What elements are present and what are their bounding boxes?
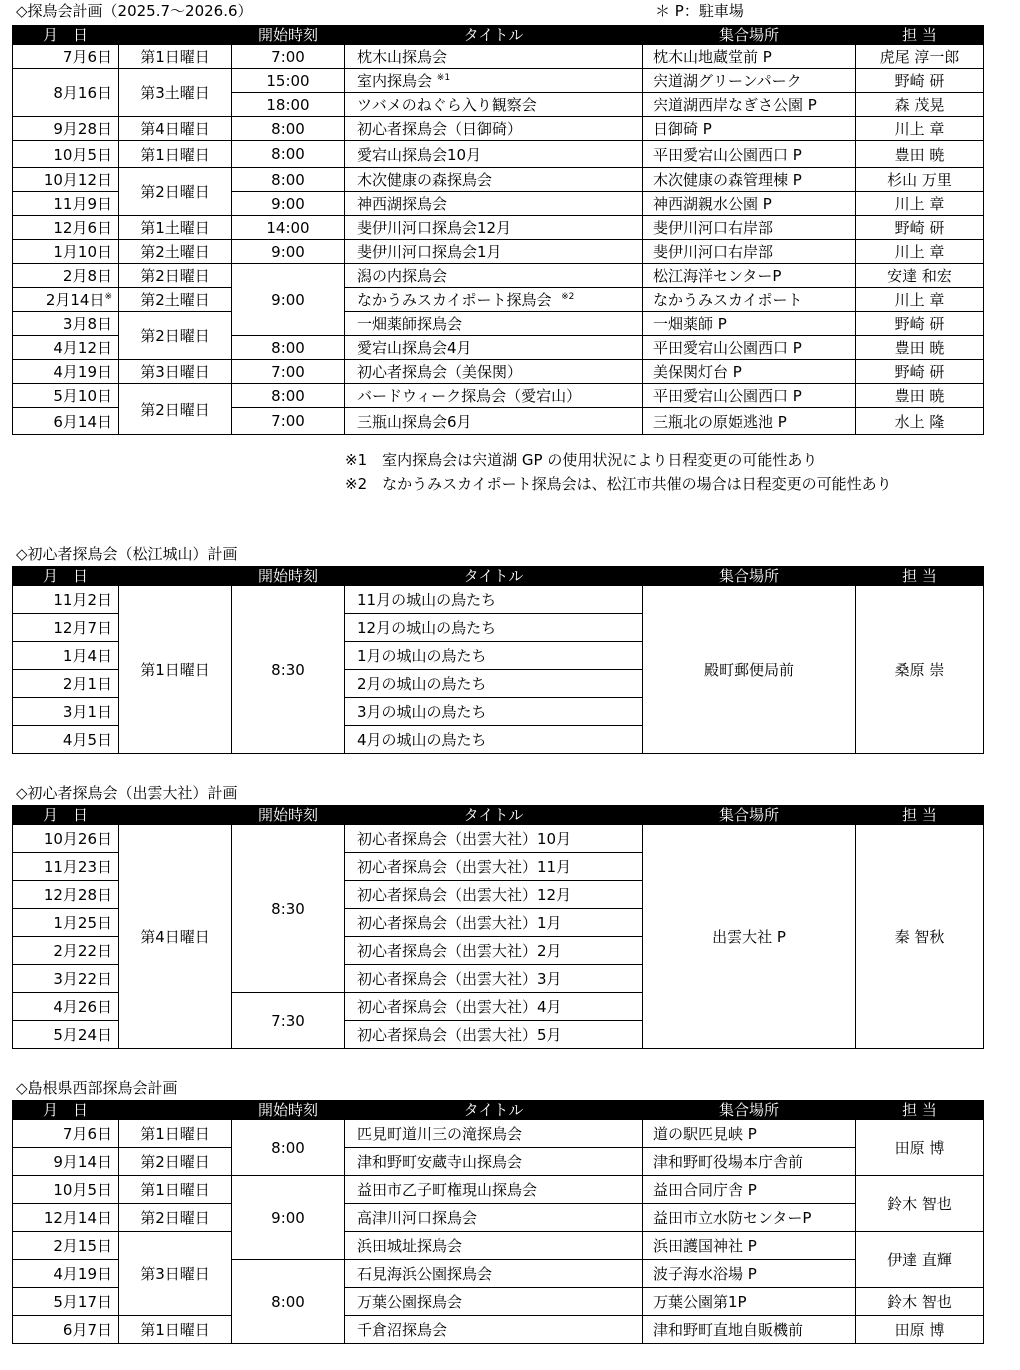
time-cell: 7:30 bbox=[232, 993, 345, 1049]
title-cell: 石見海浜公園探鳥会 bbox=[345, 1260, 643, 1288]
leader-cell: 虎尾 淳一郎 bbox=[856, 45, 984, 69]
table-row bbox=[13, 1316, 984, 1344]
leader-cell: 野崎 研 bbox=[856, 69, 984, 93]
weekday-cell: 第2日曜日 bbox=[119, 1148, 232, 1176]
title-cell: 1月の城山の鳥たち bbox=[345, 642, 643, 670]
leader-cell: 水上 隆 bbox=[856, 408, 984, 435]
title-cell: 初心者探鳥会（出雲大社）12月 bbox=[345, 881, 643, 909]
leader-cell: 川上 章 bbox=[856, 192, 984, 216]
table-header bbox=[13, 806, 984, 825]
parking-note: ＊ P：駐車場 bbox=[655, 2, 744, 20]
place-cell: 益田合同庁舎 P bbox=[643, 1176, 856, 1204]
place-cell: 平田愛宕山公園西口 P bbox=[643, 141, 856, 168]
time-cell: 15:00 bbox=[232, 69, 345, 93]
table-row bbox=[13, 264, 984, 288]
date-cell: 6月7日 bbox=[13, 1316, 119, 1344]
title-cell: 斐伊川河口探鳥会1月 bbox=[345, 240, 643, 264]
header-place: 集合場所 bbox=[643, 806, 856, 825]
leader-cell: 豊田 暁 bbox=[856, 384, 984, 408]
date-cell: 4月5日 bbox=[13, 726, 119, 754]
header-title: タイトル bbox=[345, 26, 643, 45]
table-row bbox=[13, 117, 984, 141]
leader-cell: 豊田 暁 bbox=[856, 336, 984, 360]
west-schedule-table bbox=[12, 1100, 984, 1344]
title-cell: 万葉公園探鳥会 bbox=[345, 1288, 643, 1316]
table-row bbox=[13, 216, 984, 240]
header-start-time: 開始時刻 bbox=[232, 567, 345, 586]
date-cell: 4月19日 bbox=[13, 1260, 119, 1288]
place-cell: 一畑薬師 P bbox=[643, 312, 856, 336]
weekday-cell: 第1土曜日 bbox=[119, 216, 232, 240]
date-cell bbox=[13, 288, 119, 312]
section-title-west: ◇島根県西部探鳥会計画 bbox=[16, 1079, 178, 1097]
title-cell: 12月の城山の鳥たち bbox=[345, 614, 643, 642]
title-cell: 11月の城山の鳥たち bbox=[345, 586, 643, 614]
weekday-cell: 第1日曜日 bbox=[119, 45, 232, 69]
izumo-schedule-table bbox=[12, 805, 984, 1049]
weekday-cell: 第2日曜日 bbox=[119, 1204, 232, 1232]
header-weekday bbox=[119, 26, 232, 45]
date-cell: 6月14日 bbox=[13, 408, 119, 435]
table-row bbox=[13, 825, 984, 853]
weekday-cell: 第3日曜日 bbox=[119, 360, 232, 384]
place-cell: 殿町郵便局前 bbox=[643, 586, 856, 754]
footnote-2: ※2 なかうみスカイポート探鳥会は、松江市共催の場合は日程変更の可能性あり bbox=[345, 475, 892, 493]
weekday-cell: 第2土曜日 bbox=[119, 240, 232, 264]
place-cell: 浜田護国神社 P bbox=[643, 1232, 856, 1260]
weekday-cell: 第1日曜日 bbox=[119, 1316, 232, 1344]
date-cell: 11月9日 bbox=[13, 192, 119, 216]
title-cell: 枕木山探鳥会 bbox=[345, 45, 643, 69]
leader-cell: 川上 章 bbox=[856, 117, 984, 141]
time-cell: 8:30 bbox=[232, 586, 345, 754]
title-cell: 一畑薬師探鳥会 bbox=[345, 312, 643, 336]
table-row bbox=[13, 1232, 984, 1260]
title-cell: 津和野町安蔵寺山探鳥会 bbox=[345, 1148, 643, 1176]
header-place: 集合場所 bbox=[643, 1101, 856, 1120]
title-cell: 愛宕山探鳥会10月 bbox=[345, 141, 643, 168]
title-cell: 3月の城山の鳥たち bbox=[345, 698, 643, 726]
date-cell: 2月1日 bbox=[13, 670, 119, 698]
date-cell: 2月8日 bbox=[13, 264, 119, 288]
header-leader: 担 当 bbox=[856, 26, 984, 45]
time-cell: 18:00 bbox=[232, 93, 345, 117]
time-cell: 7:00 bbox=[232, 360, 345, 384]
title-cell: 益田市乙子町権現山探鳥会 bbox=[345, 1176, 643, 1204]
header-title: タイトル bbox=[345, 567, 643, 586]
date-cell: 12月7日 bbox=[13, 614, 119, 642]
place-cell: 平田愛宕山公園西口 P bbox=[643, 384, 856, 408]
footnote-mark: ※2 bbox=[561, 292, 575, 302]
time-cell: 8:30 bbox=[232, 825, 345, 993]
table-row bbox=[13, 1120, 984, 1148]
time-cell: 9:00 bbox=[232, 240, 345, 264]
title-cell: 匹見町道川三の滝探鳥会 bbox=[345, 1120, 643, 1148]
header-date: 月 日 bbox=[13, 567, 119, 586]
section-title-izumo: ◇初心者探鳥会（出雲大社）計画 bbox=[16, 784, 238, 802]
title-cell: 2月の城山の鳥たち bbox=[345, 670, 643, 698]
header-leader: 担 当 bbox=[856, 806, 984, 825]
header-title: タイトル bbox=[345, 1101, 643, 1120]
date-cell: 3月22日 bbox=[13, 965, 119, 993]
header-leader: 担 当 bbox=[856, 1101, 984, 1120]
leader-cell: 川上 章 bbox=[856, 288, 984, 312]
date-cell: 7月6日 bbox=[13, 45, 119, 69]
table-row bbox=[13, 45, 984, 69]
date-cell: 4月19日 bbox=[13, 360, 119, 384]
date-cell: 4月26日 bbox=[13, 993, 119, 1021]
date-cell: 4月12日 bbox=[13, 336, 119, 360]
leader-cell: 豊田 暁 bbox=[856, 141, 984, 168]
date-cell: 1月10日 bbox=[13, 240, 119, 264]
weekday-cell: 第2日曜日 bbox=[119, 312, 232, 360]
place-cell: なかうみスカイポート bbox=[643, 288, 856, 312]
date-cell: 12月28日 bbox=[13, 881, 119, 909]
place-cell: 出雲大社 P bbox=[643, 825, 856, 1049]
leader-cell: 田原 博 bbox=[856, 1120, 984, 1176]
place-cell: 津和野町役場本庁舎前 bbox=[643, 1148, 856, 1176]
title-cell: 初心者探鳥会（日御碕） bbox=[345, 117, 643, 141]
date-text: 2月14日 bbox=[45, 291, 105, 309]
place-cell: 三瓶北の原姫逃池 P bbox=[643, 408, 856, 435]
header-title: タイトル bbox=[345, 806, 643, 825]
title-cell: 4月の城山の鳥たち bbox=[345, 726, 643, 754]
date-cell: 10月5日 bbox=[13, 1176, 119, 1204]
title-cell: 木次健康の森探鳥会 bbox=[345, 168, 643, 192]
date-cell: 2月15日 bbox=[13, 1232, 119, 1260]
date-cell: 1月25日 bbox=[13, 909, 119, 937]
table-row bbox=[13, 240, 984, 264]
place-cell: 斐伊川河口右岸部 bbox=[643, 240, 856, 264]
weekday-cell: 第4日曜日 bbox=[119, 825, 232, 1049]
date-cell: 2月22日 bbox=[13, 937, 119, 965]
place-cell: 神西湖親水公園 P bbox=[643, 192, 856, 216]
header-start-time: 開始時刻 bbox=[232, 806, 345, 825]
date-cell: 3月1日 bbox=[13, 698, 119, 726]
time-cell: 8:00 bbox=[232, 1120, 345, 1176]
title-cell: 初心者探鳥会（出雲大社）10月 bbox=[345, 825, 643, 853]
place-cell: 平田愛宕山公園西口 P bbox=[643, 336, 856, 360]
date-cell: 11月23日 bbox=[13, 853, 119, 881]
title-cell: 初心者探鳥会（出雲大社）1月 bbox=[345, 909, 643, 937]
weekday-cell: 第1日曜日 bbox=[119, 586, 232, 754]
date-cell: 1月4日 bbox=[13, 642, 119, 670]
title-cell: 初心者探鳥会（出雲大社）5月 bbox=[345, 1021, 643, 1049]
table-row bbox=[13, 384, 984, 408]
place-cell: 斐伊川河口右岸部 bbox=[643, 216, 856, 240]
leader-cell: 野崎 研 bbox=[856, 312, 984, 336]
leader-cell: 野崎 研 bbox=[856, 216, 984, 240]
table-row bbox=[13, 312, 984, 336]
header-date: 月 日 bbox=[13, 26, 119, 45]
date-cell: 10月26日 bbox=[13, 825, 119, 853]
header-start-time: 開始時刻 bbox=[232, 26, 345, 45]
title-cell: 神西湖探鳥会 bbox=[345, 192, 643, 216]
title-cell: 初心者探鳥会（出雲大社）3月 bbox=[345, 965, 643, 993]
date-cell: 5月10日 bbox=[13, 384, 119, 408]
header-date: 月 日 bbox=[13, 1101, 119, 1120]
weekday-cell: 第4日曜日 bbox=[119, 117, 232, 141]
place-cell: 日御碕 P bbox=[643, 117, 856, 141]
date-cell: 12月14日 bbox=[13, 1204, 119, 1232]
leader-cell: 伊達 直輝 bbox=[856, 1232, 984, 1288]
main-schedule-table bbox=[12, 25, 984, 435]
time-cell: 9:00 bbox=[232, 192, 345, 216]
leader-cell: 桑原 崇 bbox=[856, 586, 984, 754]
place-cell: 万葉公園第1P bbox=[643, 1288, 856, 1316]
weekday-cell: 第1日曜日 bbox=[119, 141, 232, 168]
place-cell: 道の駅匹見峡 P bbox=[643, 1120, 856, 1148]
weekday-cell: 第2日曜日 bbox=[119, 264, 232, 288]
weekday-cell: 第2日曜日 bbox=[119, 384, 232, 435]
title-cell bbox=[345, 288, 643, 312]
time-cell: 7:00 bbox=[232, 45, 345, 69]
header-leader: 担 当 bbox=[856, 567, 984, 586]
leader-cell: 田原 博 bbox=[856, 1316, 984, 1344]
table-row bbox=[13, 141, 984, 168]
header-place: 集合場所 bbox=[643, 567, 856, 586]
date-mark: ※ bbox=[104, 292, 112, 302]
matsue-schedule-table bbox=[12, 566, 984, 754]
time-cell: 9:00 bbox=[232, 264, 345, 336]
place-cell: 木次健康の森管理棟 P bbox=[643, 168, 856, 192]
time-cell: 8:00 bbox=[232, 336, 345, 360]
date-cell: 9月28日 bbox=[13, 117, 119, 141]
section-title-main: ◇探鳥会計画（2025.7～2026.6） bbox=[16, 2, 253, 20]
table-row bbox=[13, 1204, 984, 1232]
leader-cell: 安達 和宏 bbox=[856, 264, 984, 288]
title-cell bbox=[345, 69, 643, 93]
table-row bbox=[13, 288, 984, 312]
place-cell: 益田市立水防センターP bbox=[643, 1204, 856, 1232]
table-row bbox=[13, 168, 984, 192]
title-cell: ツバメのねぐら入り観察会 bbox=[345, 93, 643, 117]
time-cell: 8:00 bbox=[232, 1260, 345, 1344]
title-cell: 三瓶山探鳥会6月 bbox=[345, 408, 643, 435]
table-row bbox=[13, 1176, 984, 1204]
date-cell: 12月6日 bbox=[13, 216, 119, 240]
title-cell: 斐伊川河口探鳥会12月 bbox=[345, 216, 643, 240]
leader-cell: 秦 智秋 bbox=[856, 825, 984, 1049]
date-cell: 10月12日 bbox=[13, 168, 119, 192]
date-cell: 7月6日 bbox=[13, 1120, 119, 1148]
title-cell: バードウィーク探鳥会（愛宕山） bbox=[345, 384, 643, 408]
table-row bbox=[13, 360, 984, 384]
date-cell: 5月24日 bbox=[13, 1021, 119, 1049]
place-cell: 宍道湖グリーンパーク bbox=[643, 69, 856, 93]
table-row bbox=[13, 586, 984, 614]
place-cell: 宍道湖西岸なぎさ公園 P bbox=[643, 93, 856, 117]
table-header bbox=[13, 1101, 984, 1120]
place-cell: 美保関灯台 P bbox=[643, 360, 856, 384]
weekday-cell: 第3日曜日 bbox=[119, 1232, 232, 1316]
title-text: 室内探鳥会 bbox=[357, 72, 433, 90]
time-cell: 8:00 bbox=[232, 141, 345, 168]
title-cell: 愛宕山探鳥会4月 bbox=[345, 336, 643, 360]
date-cell: 11月2日 bbox=[13, 586, 119, 614]
weekday-cell: 第1日曜日 bbox=[119, 1176, 232, 1204]
table-row bbox=[13, 1148, 984, 1176]
title-cell: 千倉沼探鳥会 bbox=[345, 1316, 643, 1344]
leader-cell: 川上 章 bbox=[856, 240, 984, 264]
header-place: 集合場所 bbox=[643, 26, 856, 45]
table-header bbox=[13, 26, 984, 45]
leader-cell: 鈴木 智也 bbox=[856, 1176, 984, 1232]
weekday-cell: 第1日曜日 bbox=[119, 1120, 232, 1148]
date-cell: 5月17日 bbox=[13, 1288, 119, 1316]
place-cell: 津和野町直地自販機前 bbox=[643, 1316, 856, 1344]
leader-cell: 杉山 万里 bbox=[856, 168, 984, 192]
time-cell: 8:00 bbox=[232, 384, 345, 408]
header-weekday bbox=[119, 1101, 232, 1120]
leader-cell: 森 茂晃 bbox=[856, 93, 984, 117]
header-date: 月 日 bbox=[13, 806, 119, 825]
title-cell: 初心者探鳥会（出雲大社）2月 bbox=[345, 937, 643, 965]
weekday-cell: 第2日曜日 bbox=[119, 168, 232, 216]
title-cell: 初心者探鳥会（出雲大社）11月 bbox=[345, 853, 643, 881]
leader-cell: 鈴木 智也 bbox=[856, 1288, 984, 1316]
leader-cell: 野崎 研 bbox=[856, 360, 984, 384]
time-cell: 8:00 bbox=[232, 168, 345, 192]
header-weekday bbox=[119, 567, 232, 586]
time-cell: 9:00 bbox=[232, 1176, 345, 1260]
date-cell: 3月8日 bbox=[13, 312, 119, 336]
time-cell: 7:00 bbox=[232, 408, 345, 435]
title-cell: 浜田城址探鳥会 bbox=[345, 1232, 643, 1260]
footnote-1: ※1 室内探鳥会は宍道湖 GP の使用状況により日程変更の可能性あり bbox=[345, 451, 818, 469]
table-row bbox=[13, 69, 984, 93]
table-header bbox=[13, 567, 984, 586]
time-cell: 8:00 bbox=[232, 117, 345, 141]
section-title-matsue: ◇初心者探鳥会（松江城山）計画 bbox=[16, 545, 238, 563]
place-cell: 波子海水浴場 P bbox=[643, 1260, 856, 1288]
header-start-time: 開始時刻 bbox=[232, 1101, 345, 1120]
place-cell: 枕木山地蔵堂前 P bbox=[643, 45, 856, 69]
title-text: なかうみスカイポート探鳥会 bbox=[357, 291, 552, 309]
place-cell: 松江海洋センターP bbox=[643, 264, 856, 288]
date-cell: 8月16日 bbox=[13, 69, 119, 117]
weekday-cell: 第3土曜日 bbox=[119, 69, 232, 117]
time-cell: 14:00 bbox=[232, 216, 345, 240]
footnote-mark: ※1 bbox=[436, 73, 451, 83]
title-cell: 初心者探鳥会（美保関） bbox=[345, 360, 643, 384]
title-cell: 潟の内探鳥会 bbox=[345, 264, 643, 288]
date-cell: 9月14日 bbox=[13, 1148, 119, 1176]
date-cell: 10月5日 bbox=[13, 141, 119, 168]
title-cell: 初心者探鳥会（出雲大社）4月 bbox=[345, 993, 643, 1021]
header-weekday bbox=[119, 806, 232, 825]
title-cell: 高津川河口探鳥会 bbox=[345, 1204, 643, 1232]
weekday-cell: 第2土曜日 bbox=[119, 288, 232, 312]
